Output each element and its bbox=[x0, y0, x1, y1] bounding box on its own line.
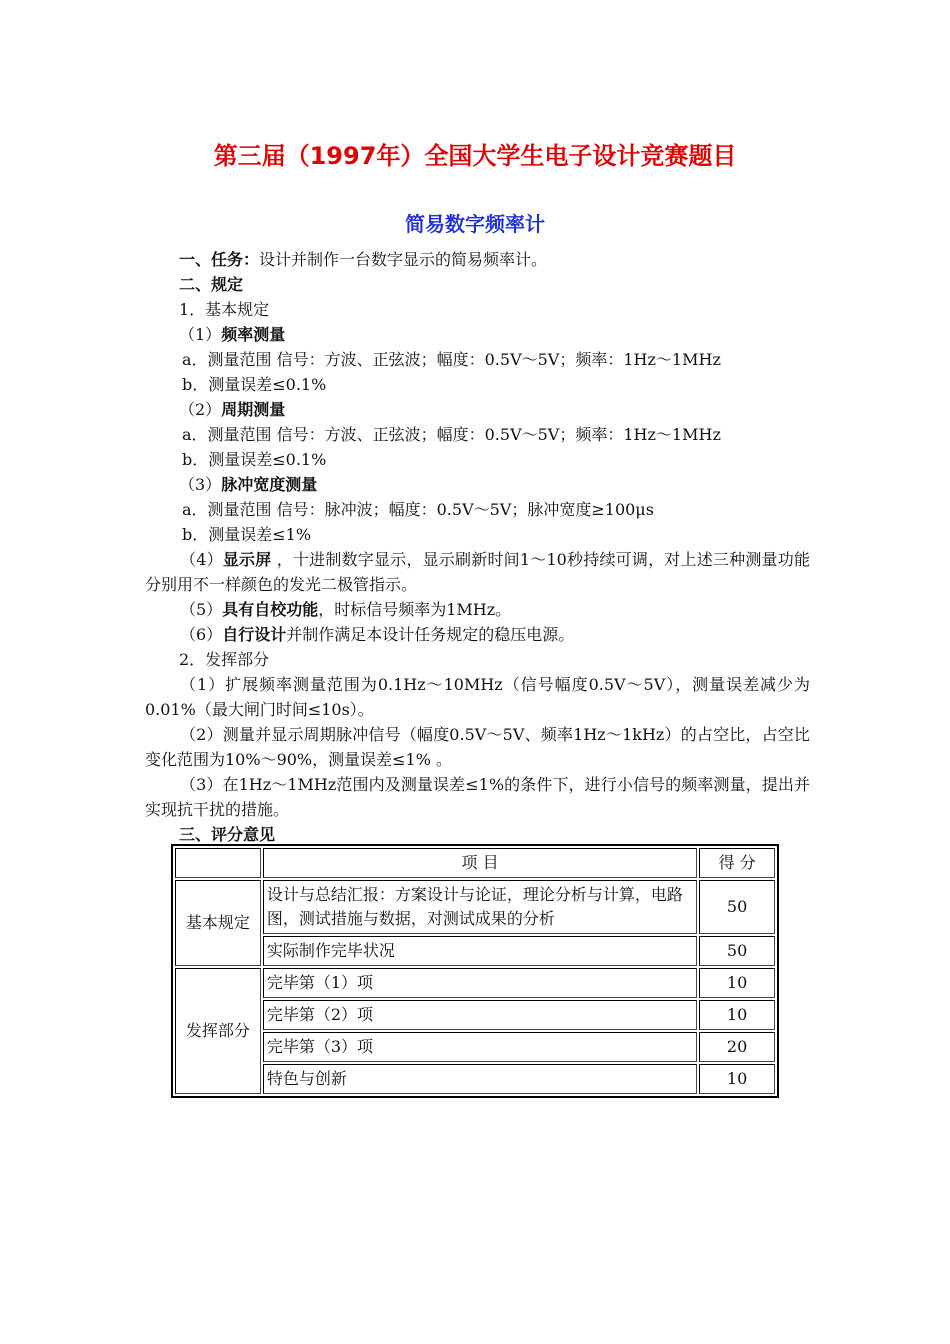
power-text: 并制作满足本设计任务规定的稳压电源。 bbox=[286, 625, 575, 644]
task-text: 设计并制作一台数字显示的简易频率计。 bbox=[259, 250, 548, 269]
table-row-score: 50 bbox=[699, 936, 775, 966]
power-num: （6） bbox=[180, 625, 223, 644]
table-header-score: 得 分 bbox=[699, 848, 775, 878]
table-row-score: 50 bbox=[699, 880, 775, 934]
table-header-blank bbox=[175, 848, 261, 878]
period-range: a．测量范围 信号：方波、正弦波；幅度：0.5V～5V；频率：1Hz～1MHz bbox=[182, 425, 721, 444]
scoring-table bbox=[171, 844, 779, 1098]
period-heading bbox=[145, 397, 810, 422]
table-header-row bbox=[175, 848, 775, 878]
extension-heading: 2．发挥部分 bbox=[179, 650, 270, 669]
display-paragraph bbox=[145, 547, 810, 597]
table-row-item: 完毕第（3）项 bbox=[263, 1032, 697, 1062]
display-title: 显示屏 bbox=[222, 550, 272, 569]
power-title: 自行设计 bbox=[222, 625, 287, 644]
table-row-item: 完毕第（2）项 bbox=[263, 1000, 697, 1030]
period-error: b．测量误差≤0.1% bbox=[182, 450, 327, 469]
table-group-basic: 基本规定 bbox=[175, 880, 261, 966]
freq-error: b．测量误差≤0.1% bbox=[182, 375, 327, 394]
document-title: 第三届（1997年）全国大学生电子设计竞赛题目 bbox=[213, 142, 737, 170]
pulse-heading bbox=[145, 472, 810, 497]
basic-requirements-heading: 1．基本规定 bbox=[179, 300, 270, 319]
table-row-score: 20 bbox=[699, 1032, 775, 1062]
task-label: 一、任务： bbox=[179, 250, 260, 269]
freq-num: （1） bbox=[179, 325, 222, 344]
table-row bbox=[175, 968, 775, 998]
selfcal-num: （5） bbox=[180, 600, 223, 619]
display-num: （4） bbox=[180, 550, 223, 569]
power-paragraph bbox=[145, 622, 810, 647]
table-row-item: 完毕第（1）项 bbox=[263, 968, 697, 998]
table-row-score: 10 bbox=[699, 968, 775, 998]
extension-item-2: （2）测量并显示周期脉冲信号（幅度0.5V～5V、频率1Hz～1kHz）的占空比，占空比变化范围为10%～90%，测量误差≤1% 。 bbox=[145, 725, 810, 769]
table-row bbox=[175, 936, 775, 966]
table-row-item: 实际制作完毕状况 bbox=[263, 936, 697, 966]
selfcal-paragraph bbox=[145, 597, 810, 622]
scoring-heading: 三、评分意见 bbox=[179, 825, 276, 844]
table-row bbox=[175, 1064, 775, 1094]
table-row bbox=[175, 1032, 775, 1062]
table-row-item: 特色与创新 bbox=[263, 1064, 697, 1094]
table-row bbox=[175, 1000, 775, 1030]
extension-item-3: （3）在1Hz～1MHz范围内及测量误差≤1%的条件下，进行小信号的频率测量，提出并实现抗干扰的措施。 bbox=[145, 775, 810, 819]
table-header-item: 项 目 bbox=[263, 848, 697, 878]
table-group-extension: 发挥部分 bbox=[175, 968, 261, 1094]
task-line bbox=[145, 247, 810, 272]
table-row-item: 设计与总结汇报：方案设计与论证，理论分析与计算，电路图，测试措施与数据，对测试成果的分析 bbox=[263, 880, 697, 934]
period-num: （2） bbox=[179, 400, 222, 419]
extension-item-1: （1）扩展频率测量范围为0.1Hz～10MHz（信号幅度0.5V～5V），测量误差减少为0.01%（最大闸门时间≤10s）。 bbox=[145, 675, 810, 719]
freq-range: a．测量范围 信号：方波、正弦波；幅度：0.5V～5V；频率：1Hz～1MHz bbox=[182, 350, 721, 369]
pulse-error: b．测量误差≤1% bbox=[182, 525, 312, 544]
freq-heading bbox=[145, 322, 810, 347]
table-row-score: 10 bbox=[699, 1064, 775, 1094]
table-row-score: 10 bbox=[699, 1000, 775, 1030]
display-text: ，十进制数字显示，显示刷新时间1～10秒持续可调，对上述三种测量功能分别用不一样颜色的发光二极管指示。 bbox=[145, 550, 810, 594]
pulse-range: a．测量范围 信号：脉冲波；幅度：0.5V～5V；脉冲宽度≥100μs bbox=[182, 500, 654, 519]
selfcal-title: 具有自校功能 bbox=[222, 600, 319, 619]
pulse-title: 脉冲宽度测量 bbox=[221, 475, 318, 494]
selfcal-text: ，时标信号频率为1MHz。 bbox=[318, 600, 512, 619]
period-title: 周期测量 bbox=[221, 400, 286, 419]
document-body bbox=[145, 247, 810, 847]
pulse-num: （3） bbox=[179, 475, 222, 494]
requirements-heading: 二、规定 bbox=[179, 275, 244, 294]
table-row bbox=[175, 880, 775, 934]
freq-title: 频率测量 bbox=[221, 325, 286, 344]
document-subtitle: 简易数字频率计 bbox=[405, 212, 545, 236]
